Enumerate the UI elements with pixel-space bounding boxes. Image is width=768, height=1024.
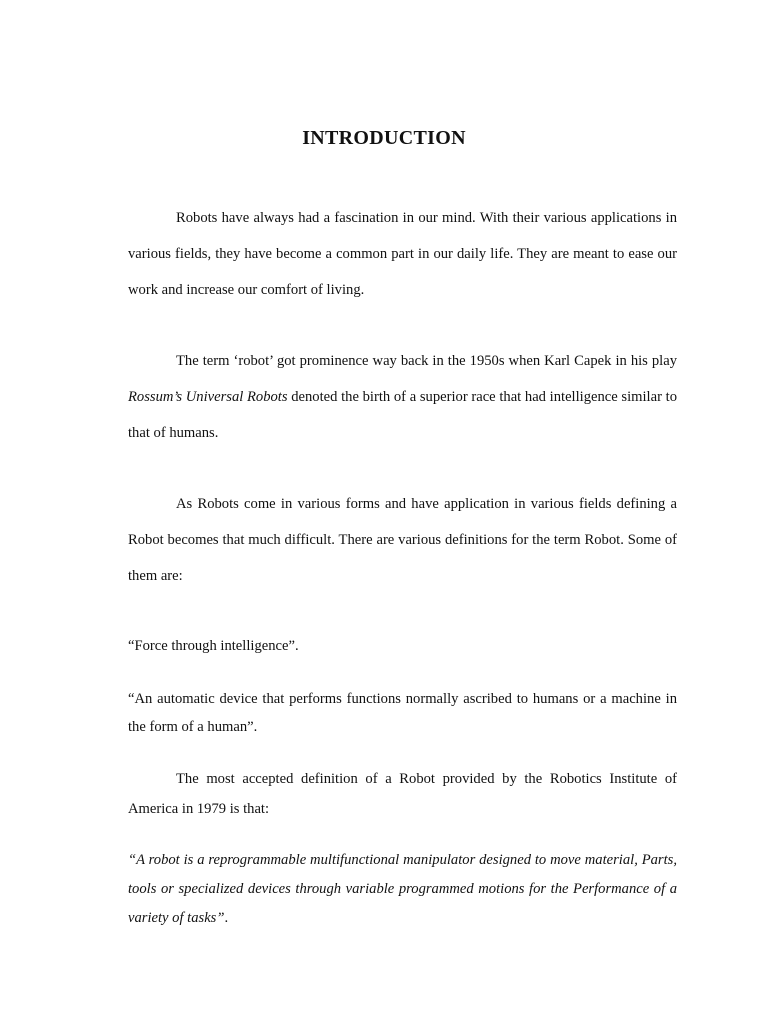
quoted-definition <box>128 846 677 933</box>
quoted-definition-period: . <box>224 910 229 926</box>
paragraph-term-origin-text-2: denoted the birth of a superior race that had intelligence similar to that of humans. <box>128 389 677 441</box>
paragraph-accepted-definition: The most accepted definition of a Robot provided by the Robotics Institute of America in 1979 is that: <box>128 771 677 817</box>
definition-2: “An automatic device that performs functions normally ascribed to humans or a machine in the form of a human”. <box>128 691 677 735</box>
paragraph-intro: Robots have always had a fascination in our mind. With their various applications in various fields, they have become a common part in our daily life. They are meant to ease our work and increase our comfort of living. <box>128 210 677 298</box>
page-title: INTRODUCTION <box>302 127 466 149</box>
quoted-definition-text: “A robot is a reprogrammable multifunctional manipulator designed to move material, Parts, tools or specialized devices through variable programmed motions for the Performance of a variety of tasks” <box>128 852 677 926</box>
paragraph-term-origin-text-1: The term ‘robot’ got prominence way back in the 1950s when Karl Capek in his play <box>176 353 677 369</box>
definition-1: “Force through intelligence”. <box>128 638 299 654</box>
play-title: Rossum’s Universal Robots <box>128 389 288 405</box>
paragraph-definitions-intro: As Robots come in various forms and have application in various fields defining a Robot becomes that much difficult. There are various definitions for the term Robot. Some of them are: <box>128 496 677 584</box>
paragraph-term-origin <box>128 343 677 451</box>
